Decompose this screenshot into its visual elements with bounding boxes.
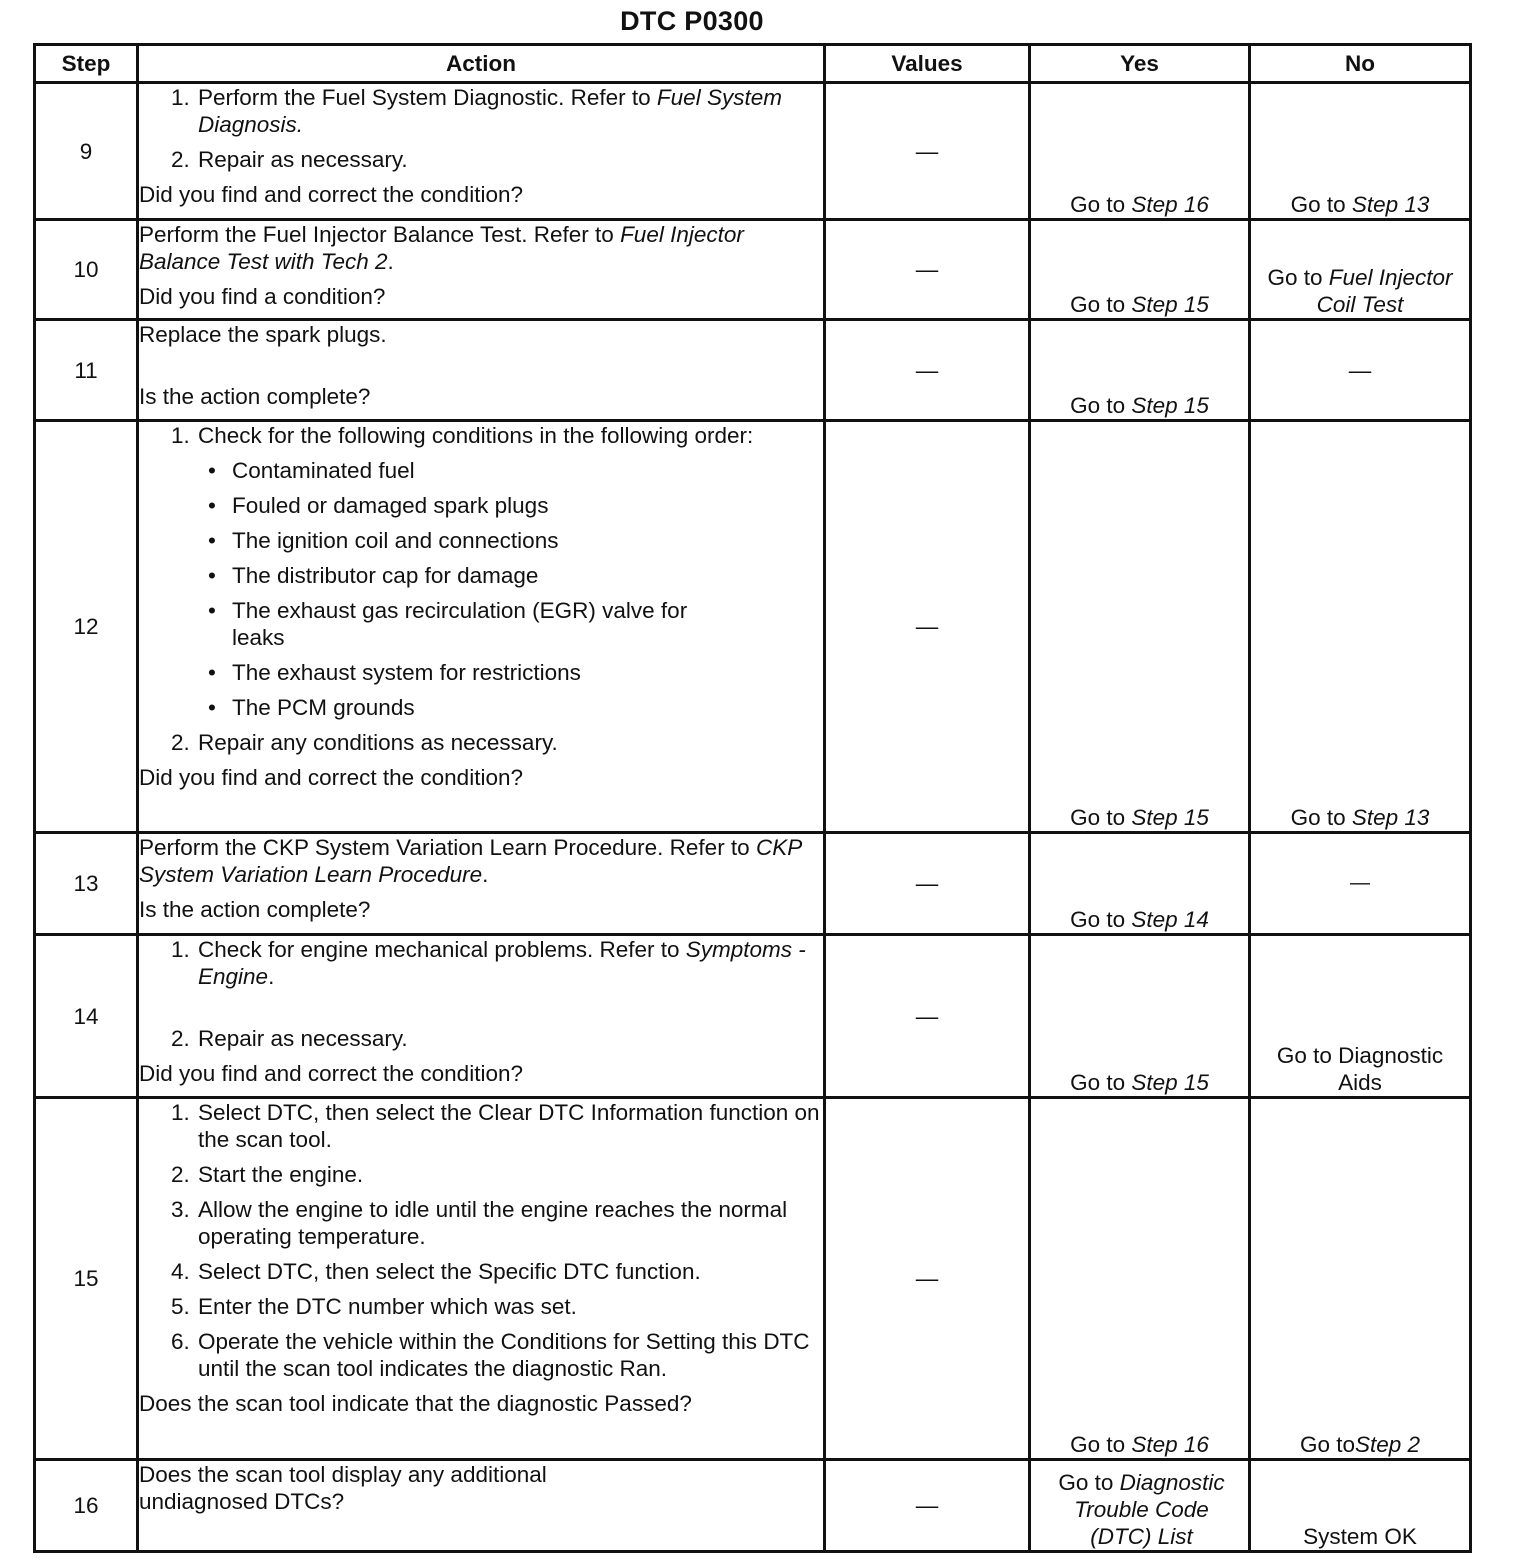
step-number: 16	[35, 1460, 138, 1552]
list-item: 1. Select DTC, then select the Clear DTC Information function on the scan tool.	[196, 1099, 823, 1153]
table-row	[35, 935, 1471, 1098]
action-text-part: .	[268, 964, 275, 989]
goto-text: Go to	[1058, 1470, 1120, 1495]
action-question: Is the action complete?	[139, 897, 371, 922]
bullet-item: • The PCM grounds	[232, 694, 823, 721]
header-step: Step	[35, 45, 138, 83]
list-item	[196, 84, 823, 138]
goto-text: Go to	[1070, 292, 1132, 317]
table-row	[35, 421, 1471, 833]
values-cell: —	[825, 935, 1030, 1098]
step-number: 12	[35, 421, 138, 833]
goto-text: Go to	[1290, 192, 1352, 217]
reference-link[interactable]: CKP System Variation Learn Procedure	[139, 835, 802, 887]
values-cell: —	[825, 220, 1030, 320]
action-cell	[138, 935, 825, 1098]
list-item: 3. Allow the engine to idle until the engine reaches the normal operating temperature.	[196, 1196, 823, 1250]
no-cell[interactable]	[1250, 83, 1471, 220]
table-row	[35, 320, 1471, 421]
page-title: DTC P0300	[620, 6, 764, 36]
goto-target[interactable]: Go to Diagnostic Aids	[1276, 1043, 1444, 1095]
action-question: Did you find a condition?	[139, 284, 386, 309]
action-text: Perform the Fuel System Diagnostic. Refer to	[198, 85, 657, 110]
action-text: Check for engine mechanical problems. Refer to	[198, 937, 686, 962]
list-item: 2. Start the engine.	[196, 1161, 823, 1188]
no-cell: —	[1250, 833, 1471, 935]
bullet-item: • Contaminated fuel	[232, 457, 823, 484]
bullet-item: • The ignition coil and connections	[232, 527, 823, 554]
list-item: 6. Operate the vehicle within the Conditions for Setting this DTC until the scan tool indicates the diagnostic Ran.	[196, 1328, 823, 1382]
no-cell[interactable]	[1250, 421, 1471, 833]
goto-target[interactable]: Step 15	[1131, 393, 1209, 418]
reference-link[interactable]: Fuel Injector Balance Test with Tech 2	[139, 222, 744, 274]
goto-text: Go to	[1070, 192, 1132, 217]
table-row	[35, 1098, 1471, 1460]
action-list	[139, 84, 823, 173]
goto-text: Go to	[1070, 1432, 1132, 1457]
values-cell: —	[825, 320, 1030, 421]
action-cell	[138, 421, 825, 833]
action-question: Does the scan tool indicate that the diagnostic Passed?	[139, 1391, 692, 1416]
values-cell: —	[825, 1098, 1030, 1460]
action-text	[139, 834, 823, 888]
bullet-item: • Fouled or damaged spark plugs	[232, 492, 823, 519]
goto-text: Go to	[1070, 1070, 1132, 1095]
header-values: Values	[825, 45, 1030, 83]
goto-text: Go to	[1299, 1432, 1355, 1457]
goto-target[interactable]: Step 2	[1354, 1432, 1421, 1457]
step-number: 15	[35, 1098, 138, 1460]
table-row	[35, 1460, 1471, 1552]
no-cell[interactable]	[1250, 935, 1471, 1098]
goto-target[interactable]: Step 16	[1131, 1432, 1209, 1457]
action-text: Check for the following conditions in the following order:	[198, 423, 754, 448]
values-cell: —	[825, 83, 1030, 220]
goto-target[interactable]: Step 16	[1131, 192, 1209, 217]
header-yes: Yes	[1030, 45, 1250, 83]
no-cell[interactable]	[1250, 1098, 1471, 1460]
dtc-table	[33, 43, 1472, 1553]
action-list	[139, 422, 823, 756]
action-cell	[138, 1460, 825, 1552]
list-item: 5. Enter the DTC number which was set.	[196, 1293, 823, 1320]
bullet-item: • The distributor cap for damage	[232, 562, 823, 589]
action-list	[139, 936, 823, 1052]
action-cell	[138, 320, 825, 421]
values-cell: —	[825, 833, 1030, 935]
action-question: Did you find and correct the condition?	[139, 1061, 523, 1086]
list-item: 2. Repair as necessary.	[196, 1025, 823, 1052]
action-cell	[138, 833, 825, 935]
list-item: 4. Select DTC, then select the Specific DTC function.	[196, 1258, 823, 1285]
goto-text: Go to	[1070, 805, 1132, 830]
yes-cell[interactable]	[1030, 220, 1250, 320]
table-row	[35, 833, 1471, 935]
goto-target[interactable]: Step 13	[1351, 805, 1430, 830]
step-number: 14	[35, 935, 138, 1098]
list-item: 2. Repair as necessary.	[196, 146, 823, 173]
yes-cell[interactable]	[1030, 83, 1250, 220]
values-cell: —	[825, 1460, 1030, 1552]
step-number: 9	[35, 83, 138, 220]
goto-text: Go to	[1290, 805, 1352, 830]
action-text-part: Perform the Fuel Injector Balance Test. Refer to	[139, 222, 621, 247]
yes-cell[interactable]	[1030, 421, 1250, 833]
list-item	[196, 422, 823, 721]
action-question: Is the action complete?	[139, 384, 371, 409]
action-text	[139, 221, 823, 275]
action-text-part: .	[387, 249, 394, 274]
goto-target[interactable]: Step 15	[1131, 1070, 1209, 1095]
values-cell: —	[825, 421, 1030, 833]
action-text: Replace the spark plugs.	[139, 322, 387, 347]
condition-list	[198, 457, 823, 721]
action-cell	[138, 220, 825, 320]
goto-target[interactable]: Step 13	[1351, 192, 1430, 217]
reference-link[interactable]: Fuel System Diagnosis.	[198, 85, 782, 137]
action-cell	[138, 83, 825, 220]
yes-cell[interactable]	[1030, 833, 1250, 935]
action-list	[139, 1099, 823, 1382]
action-text-part: Perform the CKP System Variation Learn Procedure. Refer to	[139, 835, 756, 860]
no-cell: System OK	[1250, 1460, 1471, 1552]
list-item	[196, 936, 823, 990]
bullet-item: • The exhaust gas recirculation (EGR) valve for leaks	[232, 597, 732, 651]
header-row	[35, 45, 1471, 83]
no-cell[interactable]	[1250, 220, 1471, 320]
action-text-part: .	[482, 862, 489, 887]
goto-target[interactable]: Step 15	[1131, 292, 1209, 317]
yes-cell[interactable]	[1030, 320, 1250, 421]
action-cell	[138, 1098, 825, 1460]
action-question: Did you find and correct the condition?	[139, 182, 523, 207]
action-question: Did you find and correct the condition?	[139, 765, 523, 790]
list-item: 2. Repair any conditions as necessary.	[196, 729, 823, 756]
goto-text: Go to	[1070, 907, 1132, 932]
step-number: 13	[35, 833, 138, 935]
step-number: 10	[35, 220, 138, 320]
goto-target[interactable]: Step 14	[1131, 907, 1209, 932]
step-number: 11	[35, 320, 138, 421]
header-no: No	[1250, 45, 1471, 83]
table-row	[35, 83, 1471, 220]
goto-target[interactable]: Step 15	[1131, 805, 1209, 830]
no-cell: —	[1250, 320, 1471, 421]
action-question: Does the scan tool display any additional undiagnosed DTCs?	[139, 1462, 547, 1514]
goto-target[interactable]: Diagnostic Trouble Code (DTC) List	[1074, 1470, 1225, 1549]
table-row	[35, 220, 1471, 320]
goto-text: Go to	[1070, 393, 1132, 418]
goto-target[interactable]: Fuel Injector Coil Test	[1316, 265, 1453, 317]
yes-cell[interactable]	[1030, 1098, 1250, 1460]
header-action: Action	[138, 45, 825, 83]
bullet-item: • The exhaust system for restrictions	[232, 659, 823, 686]
goto-text: Go to	[1267, 265, 1329, 290]
yes-cell[interactable]	[1030, 935, 1250, 1098]
yes-cell[interactable]	[1030, 1460, 1250, 1552]
reference-link[interactable]: Symptoms - Engine	[198, 937, 806, 989]
